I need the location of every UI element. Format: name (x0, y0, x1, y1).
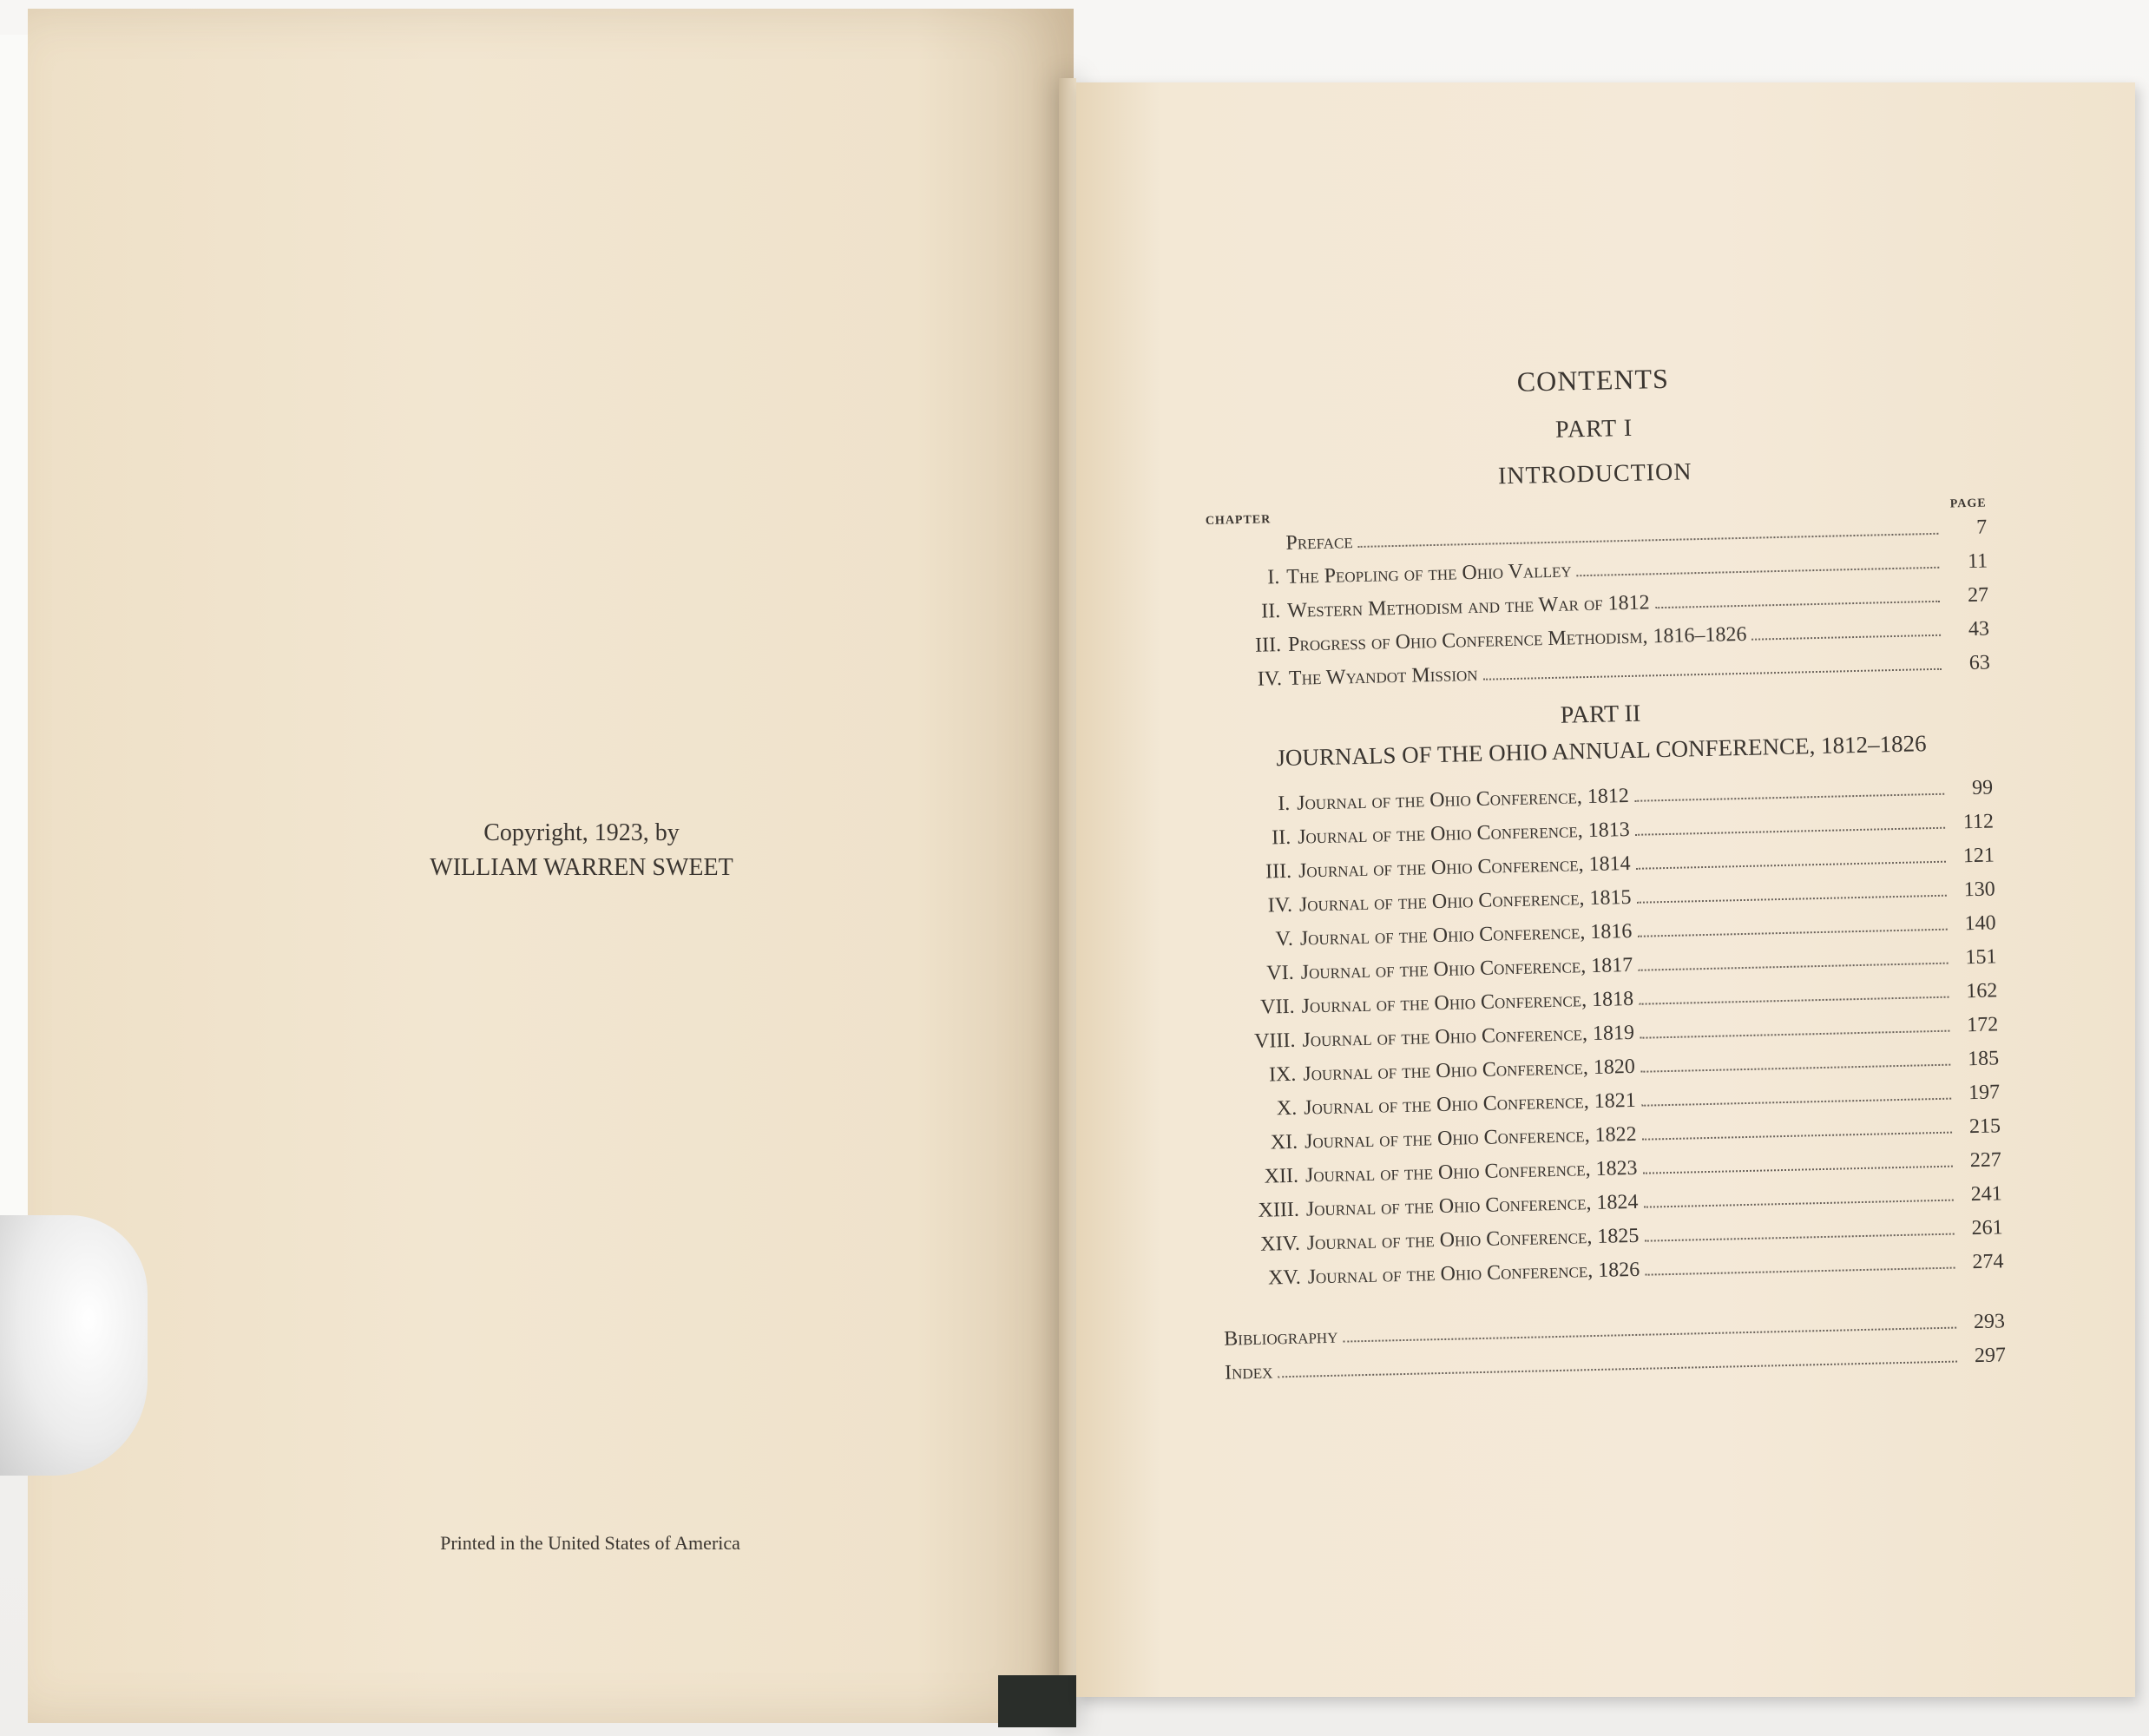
toc-entry-number (1206, 549, 1286, 551)
toc-entry-number: IX. (1268, 1062, 1297, 1087)
toc-entry-number: XV. (1267, 1266, 1301, 1290)
part1-label: PART I (1554, 414, 1633, 444)
toc-entry-page: 112 (1962, 810, 1995, 834)
toc-entry-number: XIV. (1259, 1232, 1301, 1256)
toc-entry-title: Journal of the Ohio Conference, 1821 (1303, 1088, 1637, 1120)
toc-entry-page: 121 (1962, 844, 1995, 868)
toc-entry-page: 172 (1966, 1013, 1999, 1037)
toc-entry-title: Journal of the Ohio Conference, 1820 (1303, 1055, 1636, 1086)
toc-entry-title: Bibliography (1223, 1325, 1338, 1351)
toc-entry-title: The Wyandot Mission (1288, 662, 1478, 690)
part1-title: INTRODUCTION (1497, 458, 1692, 490)
toc-entry-title: Journal of the Ohio Conference, 1813 (1297, 818, 1630, 849)
dot-leader (1642, 1132, 1952, 1141)
dot-leader (1635, 827, 1945, 836)
part2-label: PART II (1560, 700, 1641, 729)
dot-leader (1278, 1361, 1957, 1378)
toc-entry-title: Journal of the Ohio Conference, 1818 (1301, 987, 1634, 1018)
toc-entry-page: 297 (1974, 1344, 2007, 1368)
dot-leader (1358, 533, 1939, 548)
toc-entry-number: VIII. (1253, 1029, 1296, 1053)
toc-entry-title: Journal of the Ohio Conference, 1814 (1298, 852, 1631, 883)
toc-entry-title: Journal of the Ohio Conference, 1815 (1298, 885, 1632, 917)
dust-jacket-edge (0, 35, 31, 1215)
toc-entry-title: Journal of the Ohio Conference, 1822 (1304, 1122, 1637, 1154)
dot-leader (1645, 1267, 1955, 1276)
dot-leader (1636, 861, 1946, 870)
toc-entry-number: X. (1276, 1096, 1298, 1121)
toc-entry-number: I. (1277, 792, 1291, 816)
book-gutter (1059, 78, 1076, 1727)
toc-entry-title: Western Methodism and the War of 1812 (1286, 591, 1650, 622)
dot-leader (1655, 601, 1940, 608)
toc-entry-title: Journal of the Ohio Conference, 1824 (1305, 1190, 1639, 1221)
toc-entry-page: 227 (1969, 1148, 2002, 1173)
toc-entry-title: Journal of the Ohio Conference, 1826 (1307, 1258, 1640, 1289)
toc-entry-title: Journal of the Ohio Conference, 1812 (1296, 784, 1630, 815)
toc-entry-page: 99 (1971, 776, 1994, 799)
dot-leader (1344, 1327, 1957, 1343)
toc-entry-number: III. (1254, 634, 1282, 657)
part1-list (1206, 511, 1990, 698)
white-glove (0, 1215, 148, 1476)
toc-entry-number: II. (1260, 600, 1281, 623)
dot-leader (1644, 1200, 1954, 1208)
toc-entry-page: 162 (1966, 979, 1998, 1003)
dot-leader (1641, 1098, 1951, 1107)
part2-list (1212, 771, 2004, 1296)
part2-title: JOURNALS OF THE OHIO ANNUAL CONFERENCE, 1812–1826 (1276, 730, 1927, 772)
toc-entry-number: III. (1265, 859, 1292, 884)
toc-entry-title: Journal of the Ohio Conference, 1823 (1305, 1156, 1638, 1187)
toc-entry-number: I. (1267, 566, 1280, 589)
toc-entry-number: XII. (1264, 1164, 1299, 1188)
toc-entry-page: 7 (1975, 516, 1988, 539)
dot-leader (1483, 668, 1942, 681)
book-cover-edge (998, 1675, 1076, 1727)
dot-leader (1644, 1233, 1954, 1242)
dot-leader (1634, 793, 1944, 802)
toc-entry-number: IV. (1257, 667, 1283, 691)
toc-entry-number: IV. (1267, 893, 1293, 917)
toc-entry-page: 43 (1968, 617, 1990, 641)
toc-entry-title: Journal of the Ohio Conference, 1825 (1306, 1224, 1640, 1255)
dot-leader (1640, 1064, 1950, 1073)
toc-entry-page: 63 (1968, 651, 1991, 675)
toc-entry-title: Preface (1285, 530, 1354, 555)
toc-entry-title: Journal of the Ohio Conference, 1816 (1299, 919, 1633, 950)
toc-entry-page: 274 (1972, 1250, 2004, 1274)
toc-entry-page: 11 (1967, 549, 1988, 574)
toc-entry-title: The Peopling of the Ohio Valley (1286, 559, 1572, 589)
toc-entry-title: Journal of the Ohio Conference, 1817 (1300, 953, 1633, 984)
toc-entry-title: Index (1224, 1360, 1273, 1384)
printed-notice: Printed in the United States of America (440, 1532, 740, 1554)
dot-leader (1638, 963, 1948, 971)
toc-entry-page: 215 (1968, 1115, 2001, 1139)
dot-leader (1640, 1030, 1949, 1039)
toc-entry-number: VI. (1266, 961, 1294, 985)
copyright-notice (365, 816, 798, 885)
copyright-holder: WILLIAM WARREN SWEET (430, 854, 733, 881)
dot-leader (1637, 929, 1947, 937)
dot-leader (1752, 635, 1942, 641)
toc-entry-number: II. (1271, 825, 1291, 850)
toc-entry-title: Progress of Ohio Conference Methodism, 1816–1826 (1287, 622, 1747, 656)
copyright-line: Copyright, 1923, by (483, 819, 680, 846)
contents-heading: CONTENTS (1516, 362, 1670, 398)
toc-entry-page: 241 (1970, 1182, 2002, 1207)
toc-entry-page: 130 (1963, 878, 1996, 902)
toc-entry-number: XI. (1270, 1130, 1298, 1154)
toc-entry-page: 197 (1968, 1081, 2001, 1105)
dot-leader (1639, 996, 1949, 1005)
dot-leader (1577, 567, 1940, 576)
dot-leader (1637, 895, 1947, 904)
toc-entry-number: V. (1275, 927, 1294, 951)
toc-entry-page: 151 (1965, 945, 1997, 970)
toc-entry-number: XIII. (1258, 1198, 1300, 1222)
table-of-contents (1202, 356, 2006, 1391)
toc-entry-page: 293 (1973, 1310, 2006, 1334)
dot-leader (1643, 1166, 1953, 1174)
chapter-label: CHAPTER (1205, 513, 1272, 528)
page-label: PAGE (1949, 496, 1987, 511)
toc-entry-number: VII. (1259, 995, 1295, 1019)
toc-entry-page: 27 (1967, 583, 1989, 608)
toc-entry-page: 261 (1971, 1216, 2003, 1240)
toc-entry-page: 140 (1964, 911, 1996, 936)
toc-entry-page: 185 (1967, 1047, 2000, 1071)
toc-entry-title: Journal of the Ohio Conference, 1819 (1302, 1021, 1635, 1052)
